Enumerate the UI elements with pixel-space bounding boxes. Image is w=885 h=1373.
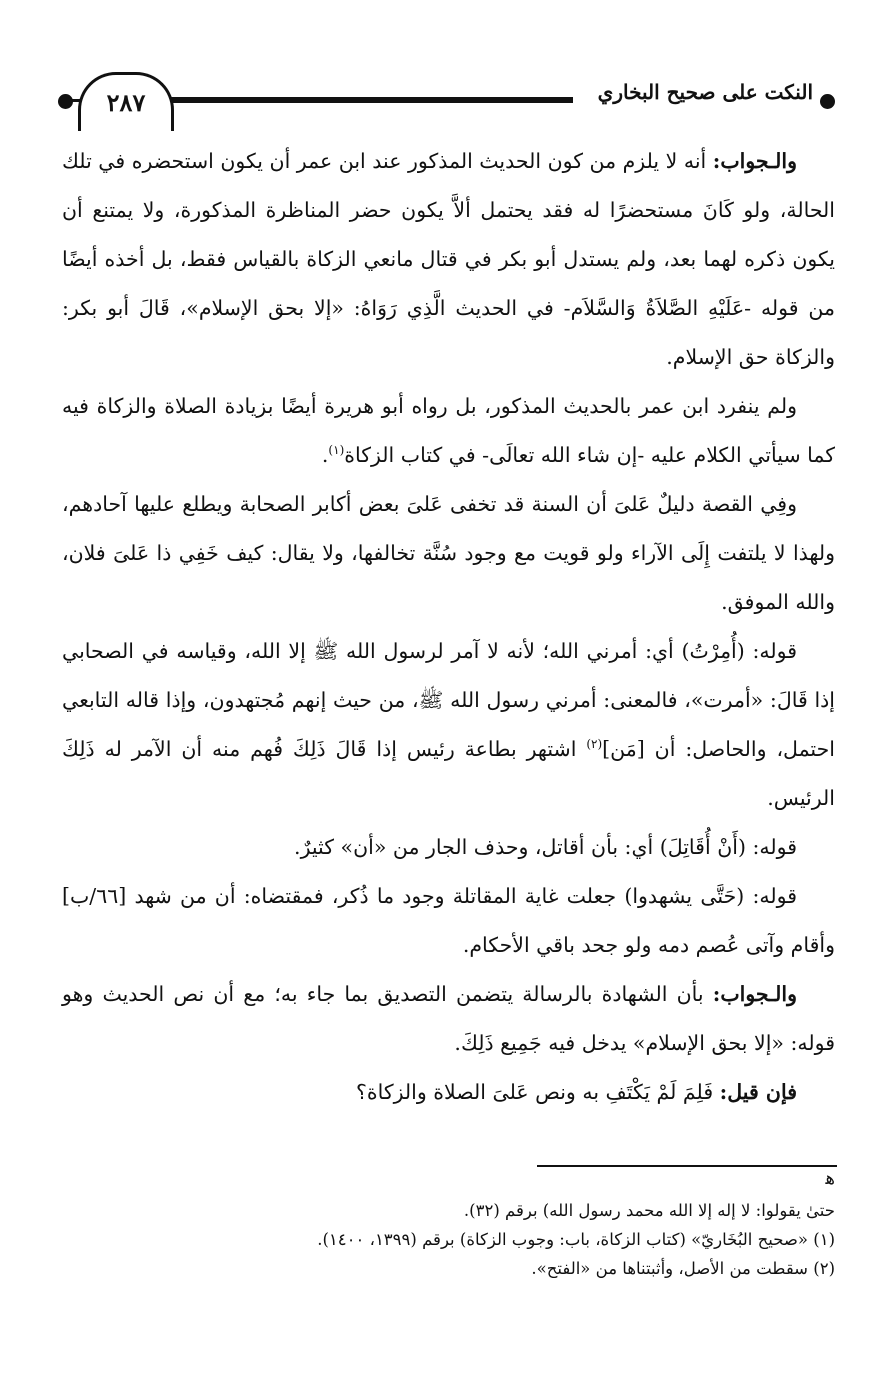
footnote-separator [537, 1165, 837, 1167]
footnote-2: (٢) سقطت من الأصل، وأثبتناها من «الفتح». [531, 1259, 835, 1278]
paragraph-4 [62, 627, 835, 823]
paragraph-text: قوله: (أَنْ أُقَاتِلَ) أي: بأن أقاتل، وحذف الجار من «أن» كثيرٌ. [294, 835, 797, 859]
footnote-continued: حتىٰ يقولوا: لا إله إلا الله محمد رسول الله) برقم (٣٢). [463, 1201, 835, 1220]
paragraph-tail: . [321, 443, 329, 467]
paragraph-text: فَلِمَ لَمْ يَكْتَفِ به ونص عَلىَ الصلاة والزكاة؟ [355, 1080, 720, 1104]
paragraph-text: بأن الشهادة بالرسالة يتضمن التصديق بما جاء به؛ مع أن نص الحديث وهو قوله: «إلا بحق الإسلام» يدخل فيه جَمِيع ذَلِكَ. [62, 982, 835, 1055]
paragraph-text: قوله: (حَتَّى يشهدوا) جعلت غاية المقاتلة وجود ما ذُكر، فمقتضاه: أن من شهد [٦٦/ب] وأقام وآتى عُصم دمه ولو جحد باقي الأحكام. [62, 884, 835, 957]
paragraph-text: ولم ينفرد ابن عمر بالحديث المذكور، بل رواه أبو هريرة أيضًا بزيادة الصلاة والزكاة فيه كما سيأتي الكلام عليه -إن شاء الله تعالَى- في كتاب الزكاة [62, 394, 835, 467]
paragraph-text: أنه لا يلزم من كون الحديث المذكور عند ابن عمر أن يكون استحضره في تلك الحالة، ولو كَانَ مستحضرًا له فقد يحتمل ألاَّ يكون حضر المناظرة المذكورة، ولا يمتنع أن يكون ذكره لهما بعد، ولم يستدل أبو بكر في قتال مانعي الزكاة بالقياس فقط، بل أخذه أيضًا من قوله -عَلَيْهِ الصَّلاَةُ وَالسَّلاَم- في الحديث الَّذِي رَوَاهُ: «إلا بحق الإسلام»، قَالَ أبو بكر: والزكاة حق الإسلام. [62, 149, 835, 369]
paragraph-lead: فإن قيل: [719, 1080, 797, 1104]
main-text [62, 137, 835, 1117]
header-ornament-dot-left [58, 94, 73, 109]
footnote-reference: (١) [328, 443, 345, 458]
paragraph-lead: والـجواب: [712, 982, 797, 1006]
paragraph-3 [62, 480, 835, 627]
footnotes [62, 1196, 835, 1283]
paragraph-6 [62, 872, 835, 970]
paragraph-2 [62, 382, 835, 480]
header-rule [163, 97, 573, 103]
paragraph-5 [62, 823, 835, 872]
book-title: النكت على صحيح البخاري [597, 80, 813, 104]
paragraph-tail: اشتهر بطاعة رئيس إذا قَالَ ذَلِكَ فُهم منه أن الآمر له ذَلِكَ الرئيس. [62, 737, 835, 810]
footnote-reference: (٢) [586, 737, 603, 752]
footnote-1: (١) «صحيح البُخَاريّ» (كتاب الزكاة، باب: وجوب الزكاة) برقم (١٣٩٩، ١٤٠٠). [317, 1230, 835, 1249]
header-ornament-dot [820, 94, 835, 109]
running-header [58, 70, 835, 130]
paragraph-lead: والـجواب: [712, 149, 797, 173]
paragraph-1 [62, 137, 835, 382]
paragraph-text: قوله: (أُمِرْتُ) أي: أمرني الله؛ لأنه لا آمر لرسول الله ﷺ إلا الله، وقياسه في الصحابي إذا قَالَ: «أمرت»، فالمعنى: أمرني رسول الله ﷺ، من حيث إنهم مُجتهدون، وإذا قاله التابعي احتمل، والحاصل: أن [مَن] [62, 639, 835, 761]
paragraph-7 [62, 970, 835, 1068]
paragraph-8 [62, 1068, 835, 1117]
paragraph-text: وفِي القصة دليلٌ عَلىَ أن السنة قد تخفى عَلىَ بعض أكابر الصحابة ويطلع عليها آحادهم، ولهذا لا يلتفت إِلَى الآراء ولو قويت مع وجود سُنَّة تخالفها، ولا يقال: كيف خَفِي ذا عَلىَ فلان، والله الموفق. [62, 492, 835, 614]
footnote-continuation-mark: ﻫ [825, 1168, 835, 1189]
page-number: ٢٨٧ [78, 72, 174, 131]
